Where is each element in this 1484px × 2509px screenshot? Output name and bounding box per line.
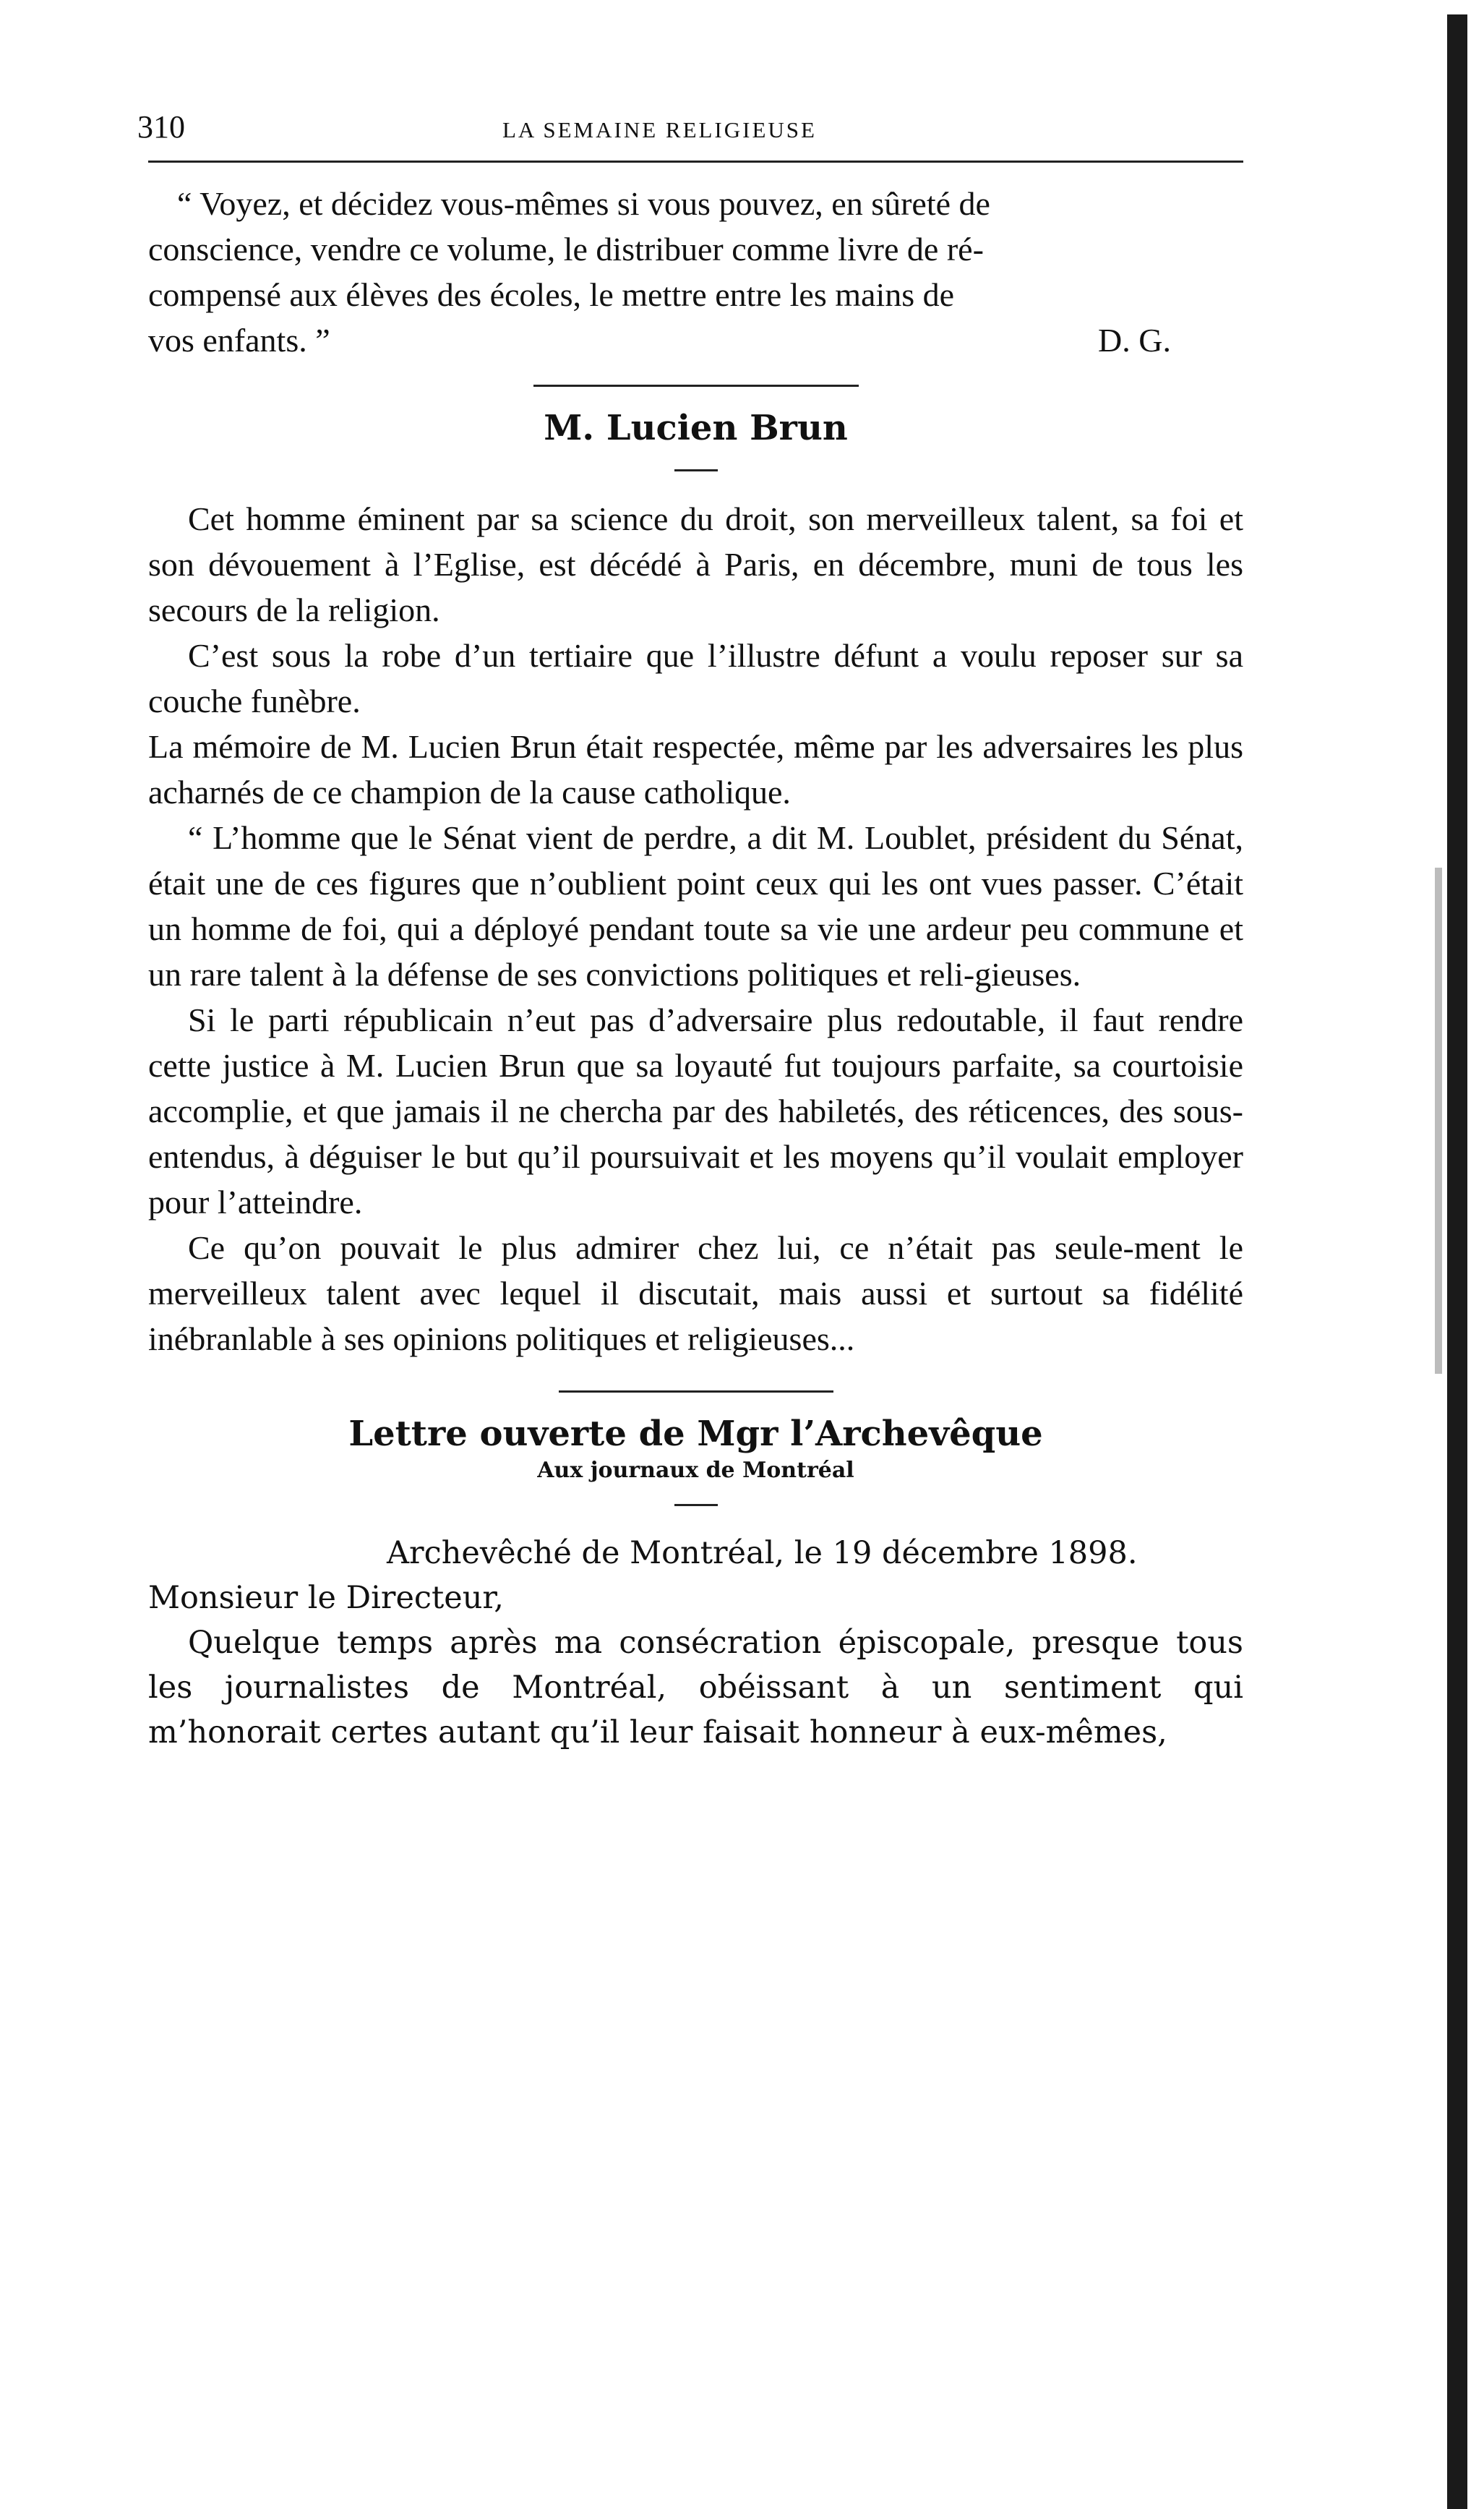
quote-line: “ Voyez, et décidez vous-mêmes si vous pouvez, en sûreté de: [177, 185, 990, 222]
letter-paragraph: Quelque temps après ma consécration épiscopale, presque tous les journalistes de Montréal, obéissant à un sentiment qui m’honorait certes autant qu’il leur faisait honneur à eux-mêmes,: [148, 1625, 1243, 1751]
section-body-lucien-brun: [148, 496, 1243, 1362]
page-number: 310: [137, 109, 185, 145]
letter-body: [148, 1531, 1243, 1755]
short-divider-rule: [674, 469, 718, 471]
paragraph: Ce qu’on pouvait le plus admirer chez lui, ce n’était pas seule-ment le merveilleux talent avec lequel il discutait, mais aussi et surtout sa fidélité inébranlable à ses opinions politiques et religieuses...: [148, 1229, 1243, 1357]
section-title-lettre-ouverte: Lettre ouverte de Mgr l’Archevêque: [348, 1414, 1043, 1454]
letter-salutation: Monsieur le Directeur,: [148, 1580, 504, 1616]
short-divider-rule: [674, 1504, 718, 1506]
scan-edge-gray-band: [1435, 868, 1442, 1374]
section-subtitle: Aux journaux de Montréal: [537, 1458, 854, 1483]
header-rule: [148, 161, 1243, 163]
paragraph: La mémoire de M. Lucien Brun était respectée, même par les adversaires les plus acharnés de ce champion de la cause catholique.: [148, 728, 1243, 811]
section-divider-rule: [559, 1390, 833, 1393]
paragraph: Cet homme éminent par sa science du droit, son merveilleux talent, sa foi et son dévouement à l’Eglise, est décédé à Paris, en décembre, muni de tous les secours de la religion.: [148, 500, 1243, 628]
page-content: [137, 108, 1243, 1755]
running-head: [137, 108, 1243, 152]
scan-edge-shadow: [1447, 14, 1467, 2509]
paragraph: “ L’homme que le Sénat vient de perdre, a dit M. Loublet, président du Sénat, était une de ces figures que n’oublient point ceux qui les ont vues passer. C’était un homme de foi, qui a déployé pendant toute sa vie une ardeur peu commune et un rare talent à la défense de ses convictions politiques et reli-gieuses.: [148, 819, 1243, 993]
quote-closing-line: [148, 317, 1243, 363]
quote-block: [148, 181, 1243, 363]
quote-line: vos enfants. ”: [148, 322, 330, 359]
section-title-lucien-brun: M. Lucien Brun: [544, 408, 848, 448]
section-divider-rule: [533, 385, 859, 387]
running-title: LA SEMAINE RELIGIEUSE: [502, 117, 817, 142]
paragraph: Si le parti républicain n’eut pas d’adversaire plus redoutable, il faut rendre cette justice à M. Lucien Brun que sa loyauté fut toujours parfaite, sa courtoisie accomplie, et que jamais il ne chercha par des habiletés, des réticences, des sous-entendus, à déguiser le but qu’il poursuivait et les moyens qu’il voulait employer pour l’atteindre.: [148, 1001, 1243, 1221]
paragraph: C’est sous la robe d’un tertiaire que l’illustre défunt a voulu reposer sur sa couche funèbre.: [148, 637, 1243, 719]
quote-signature: D. G.: [1098, 322, 1171, 359]
quote-line: compensé aux élèves des écoles, le mettre entre les mains de: [148, 276, 955, 313]
letter-dateline: Archevêché de Montréal, le 19 décembre 1898.: [387, 1535, 1138, 1571]
quote-line: conscience, vendre ce volume, le distribuer comme livre de ré-: [148, 231, 984, 268]
